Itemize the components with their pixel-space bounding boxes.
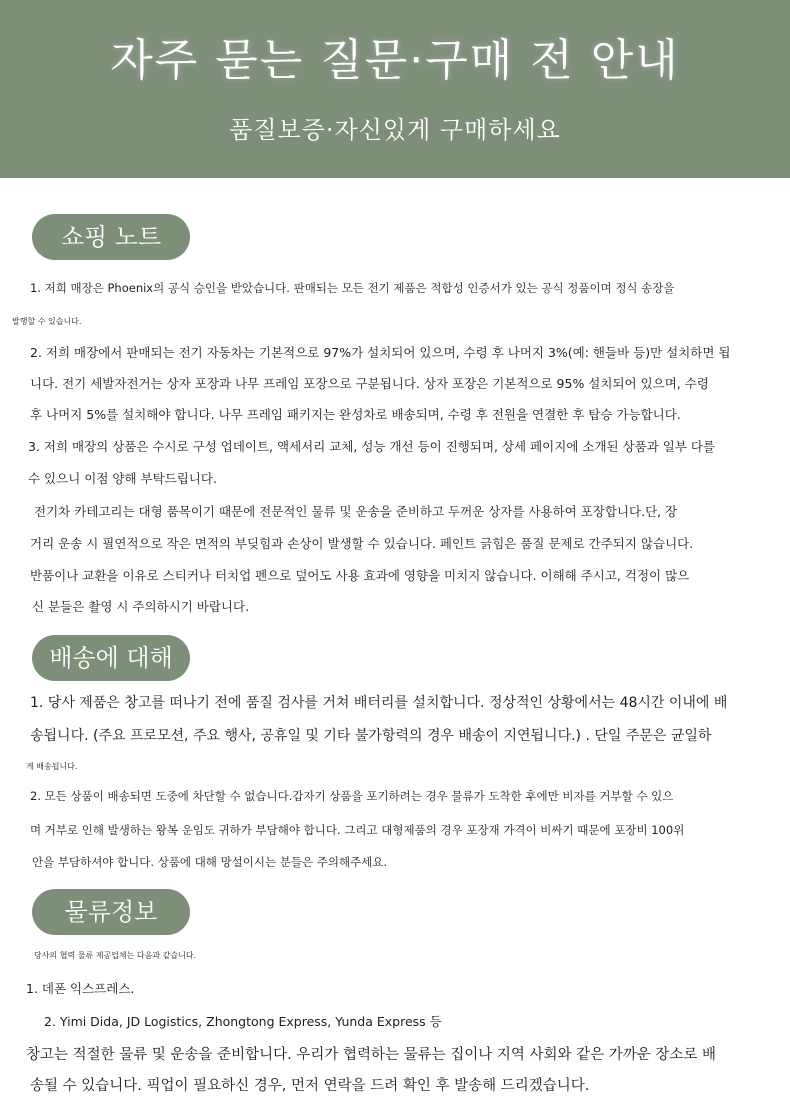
shopping-note-line: 발행할 수 있습니다. [12, 317, 82, 326]
shopping-note-line: 수 있으니 이점 양해 부탁드립니다. [28, 471, 217, 486]
shopping-note-line: 신 분들은 촬영 시 주의하시기 바랍니다. [32, 599, 250, 614]
logistics-line: 당사의 협력 물류 제공업체는 다음과 같습니다. [34, 951, 197, 960]
shipping-line: 게 배송됩니다. [26, 762, 78, 771]
shipping-line: 1. 당사 제품은 창고를 떠나기 전에 품질 검사를 거쳐 배터리를 설치합니다. 정상적인 상황에서는 48시간 이내에 배 [30, 695, 728, 711]
header-banner [0, 0, 790, 178]
page-title: 자주 묻는 질문·구매 전 안내 [110, 35, 680, 86]
shopping-note-line: 후 나머지 5%를 설치해야 합니다. 나무 프레임 패키지는 완성차로 배송되며, 수령 후 전원을 연결한 후 탑승 가능합니다. [30, 407, 681, 422]
shipping-line: 2. 모든 상품이 배송되면 도중에 차단할 수 없습니다.갑자기 상품을 포기하려는 경우 물류가 도착한 후에만 비자를 거부할 수 있으 [30, 789, 674, 803]
shipping-line: 안을 부담하셔야 합니다. 상품에 대해 망설이시는 분들은 주의해주세요. [32, 855, 388, 869]
shopping-note-line: 전기차 카테고리는 대형 품목이기 때문에 전문적인 물류 및 운송을 준비하고 두꺼운 상자를 사용하여 포장합니다.단, 장 [34, 504, 678, 519]
shopping-note-line: 1. 저희 매장은 Phoenix의 공식 승인을 받았습니다. 판매되는 모든 전기 제품은 적합성 인증서가 있는 공식 정품이며 정식 송장을 [30, 281, 675, 295]
shopping-note-line: 거리 운송 시 필연적으로 작은 면적의 부딪힘과 손상이 발생할 수 있습니다. 페인트 긁힘은 품질 문제로 간주되지 않습니다. [30, 536, 694, 551]
logistics-line: 1. 데폰 익스프레스. [26, 981, 135, 996]
shopping-note-line: 니다. 전기 세발자전거는 상자 포장과 나무 프레임 포장으로 구분됩니다. 상자 포장은 기본적으로 95% 설치되어 있으며, 수령 [30, 376, 709, 391]
page-subtitle: 품질보증·자신있게 구매하세요 [229, 116, 561, 144]
logistics-line: 송될 수 있습니다. 픽업이 필요하신 경우, 먼저 연락을 드려 확인 후 발송해 드리겠습니다. [30, 1078, 590, 1094]
section-heading-shipping: 배송에 대해 [32, 635, 190, 681]
shipping-line: 송됩니다. (주요 프로모션, 주요 행사, 공휴일 및 기타 불가항력의 경우 배송이 지연됩니다.) . 단일 주문은 균일하 [30, 728, 712, 744]
shopping-note-line: 2. 저희 매장에서 판매되는 전기 자동차는 기본적으로 97%가 설치되어 있으며, 수령 후 나머지 3%(예: 핸들바 등)만 설치하면 됩 [30, 345, 731, 360]
logistics-line: 2. Yimi Dida, JD Logistics, Zhongtong Express, Yunda Express 등 [44, 1014, 442, 1029]
section-heading-logistics: 물류정보 [32, 889, 190, 935]
shipping-line: 며 거부로 인해 발생하는 왕복 운임도 귀하가 부담해야 합니다. 그리고 대형제품의 경우 포장재 가격이 비싸기 때문에 포장비 100위 [30, 823, 685, 837]
section-heading-shopping-note: 쇼핑 노트 [32, 214, 190, 260]
shopping-note-line: 반품이나 교환을 이유로 스티커나 터치업 펜으로 덮어도 사용 효과에 영향을 미치지 않습니다. 이해해 주시고, 걱정이 많으 [30, 568, 690, 583]
logistics-line: 창고는 적절한 물류 및 운송을 준비합니다. 우리가 협력하는 물류는 집이나 지역 사회와 같은 가까운 장소로 배 [26, 1047, 717, 1063]
shopping-note-line: 3. 저희 매장의 상품은 수시로 구성 업데이트, 액세서리 교체, 성능 개선 등이 진행되며, 상세 페이지에 소개된 상품과 일부 다를 [28, 439, 716, 454]
